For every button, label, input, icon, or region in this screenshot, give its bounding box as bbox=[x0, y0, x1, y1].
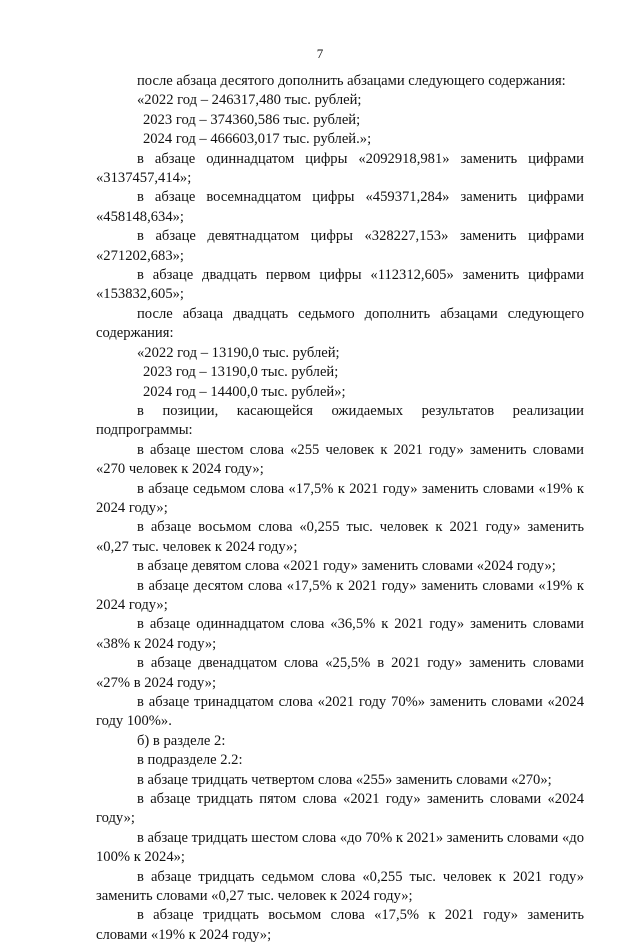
paragraph: в позиции, касающейся ожидаемых результатов реализации подпрограммы: bbox=[96, 402, 584, 439]
paragraph: в абзаце восьмом слова «0,255 тыс. человек к 2021 году» заменить «0,27 тыс. человек к 2024 году»; bbox=[96, 519, 584, 555]
paragraph: в абзаце тридцать пятом слова «2021 году» заменить словами «2024 году»; bbox=[96, 791, 584, 827]
paragraph: б) в разделе 2: bbox=[137, 732, 226, 749]
paragraph: в подразделе 2.2: bbox=[137, 752, 243, 769]
paragraph: после абзаца двадцать седьмого дополнить абзацами следующего содержания: bbox=[96, 305, 584, 342]
paragraph: в абзаце тридцать шестом слова «до 70% к 2021» заменить словами «до 100% к 2024»; bbox=[96, 829, 584, 866]
paragraph: в абзаце восемнадцатом цифры «459371,284» заменить цифрами «458148,634»; bbox=[96, 189, 584, 225]
paragraph: в абзаце тридцать седьмом слова «0,255 тыс. человек к 2021 году» заменить словами «0,27 тыс. человек к 2024 году»; bbox=[96, 868, 584, 905]
paragraph: в абзаце двенадцатом слова «25,5% в 2021 году» заменить словами «27% в 2024 году»; bbox=[96, 655, 584, 691]
document-body bbox=[96, 72, 584, 945]
paragraph: в абзаце тринадцатом слова «2021 году 70%» заменить словами «2024 году 100%». bbox=[96, 694, 584, 730]
paragraph: 2024 год – 466603,017 тыс. рублей.»; bbox=[143, 131, 372, 148]
paragraph: в абзаце одиннадцатом цифры «2092918,981» заменить цифрами «3137457,414»; bbox=[96, 150, 584, 187]
paragraph: 2023 год – 374360,586 тыс. рублей; bbox=[143, 111, 361, 128]
paragraph: в абзаце тридцать четвертом слова «255» заменить словами «270»; bbox=[137, 771, 552, 788]
paragraph: в абзаце седьмом слова «17,5% к 2021 году» заменить словами «19% к 2024 году»; bbox=[96, 480, 584, 516]
paragraph: в абзаце двадцать первом цифры «112312,605» заменить цифрами «153832,605»; bbox=[96, 267, 584, 303]
paragraph: «2022 год – 246317,480 тыс. рублей; bbox=[137, 92, 362, 109]
paragraph: в абзаце девятнадцатом цифры «328227,153» заменить цифрами «271202,683»; bbox=[96, 228, 584, 264]
paragraph: 2024 год – 14400,0 тыс. рублей»; bbox=[143, 383, 346, 400]
paragraph: после абзаца десятого дополнить абзацами следующего содержания: bbox=[137, 73, 566, 89]
paragraph: «2022 год – 13190,0 тыс. рублей; bbox=[137, 344, 340, 361]
paragraph: в абзаце тридцать восьмом слова «17,5% к 2021 году» заменить словами «19% к 2024 году»; bbox=[96, 907, 584, 943]
paragraph: в абзаце десятом слова «17,5% к 2021 году» заменить словами «19% к 2024 году»; bbox=[96, 577, 584, 613]
paragraph: в абзаце шестом слова «255 человек к 2021 году» заменить словами «270 человек к 2024 году»; bbox=[96, 441, 584, 478]
page-number: 7 bbox=[316, 46, 324, 61]
paragraph: в абзаце одиннадцатом слова «36,5% к 2021 году» заменить словами «38% к 2024 году»; bbox=[96, 616, 584, 652]
paragraph: 2023 год – 13190,0 тыс. рублей; bbox=[143, 364, 339, 381]
paragraph: в абзаце девятом слова «2021 году» заменить словами «2024 году»; bbox=[137, 558, 556, 575]
